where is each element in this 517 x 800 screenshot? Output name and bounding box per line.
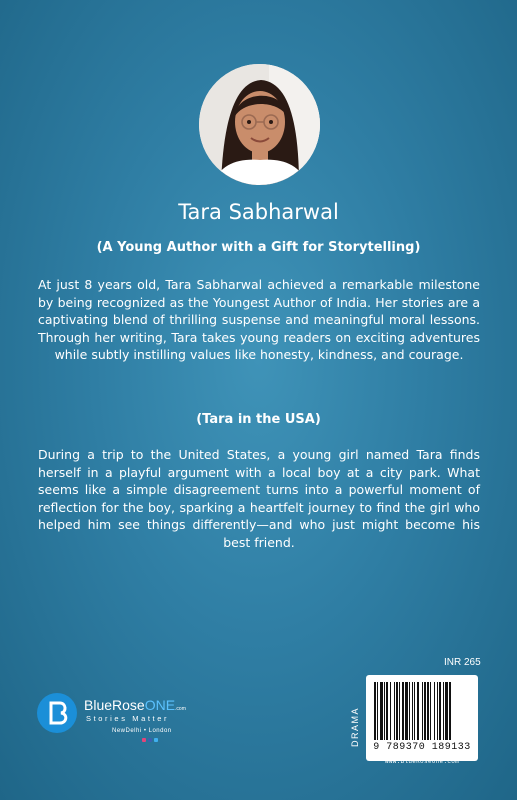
author-subtitle: (A Young Author with a Gift for Storytelling) — [96, 240, 421, 255]
publisher-name-suffix: .com — [175, 706, 186, 712]
publisher-name-main: BlueRose — [84, 697, 145, 713]
publisher-name — [84, 697, 186, 713]
twitter-icon — [154, 738, 158, 742]
facebook-icon — [148, 738, 152, 742]
publisher-website: www.BlueRoseOne.com — [384, 758, 460, 765]
barcode-bars-icon — [373, 682, 471, 740]
publisher-locations: NewDelhi • London — [112, 728, 172, 734]
publisher-name-accent: ONE — [144, 697, 176, 713]
social-icons — [142, 738, 158, 742]
author-photo — [199, 64, 320, 185]
author-name: Tara Sabharwal — [178, 200, 339, 224]
barcode — [366, 675, 478, 761]
instagram-icon — [142, 738, 146, 742]
author-portrait-icon — [199, 64, 320, 185]
bluerose-logo-icon — [37, 693, 77, 733]
author-bio: At just 8 years old, Tara Sabharwal achieved a remarkable milestone by being recognized as the Youngest Author of India. Her stories are a captivating blend of thrilling suspense and meaningful moral lessons. Through her writing, Tara takes young readers on exciting adventures while subtly instilling values like honesty, kindness, and courage. — [38, 277, 480, 363]
isbn-number: 9 789370 189133 — [373, 742, 471, 753]
genre-label: DRAMA — [350, 706, 360, 747]
price-label: INR 265 — [444, 657, 481, 668]
book-heading: (Tara in the USA) — [196, 412, 321, 427]
book-blurb: During a trip to the United States, a young girl named Tara finds herself in a playful argument with a local boy at a city park. What seems like a simple disagreement turns into a powerful moment of reflection for the boy, sparking a heartfelt journey to find the girl who helped him see things differently—and who just might become his best friend. — [38, 447, 480, 550]
publisher-tagline: Stories Matter — [86, 714, 170, 723]
